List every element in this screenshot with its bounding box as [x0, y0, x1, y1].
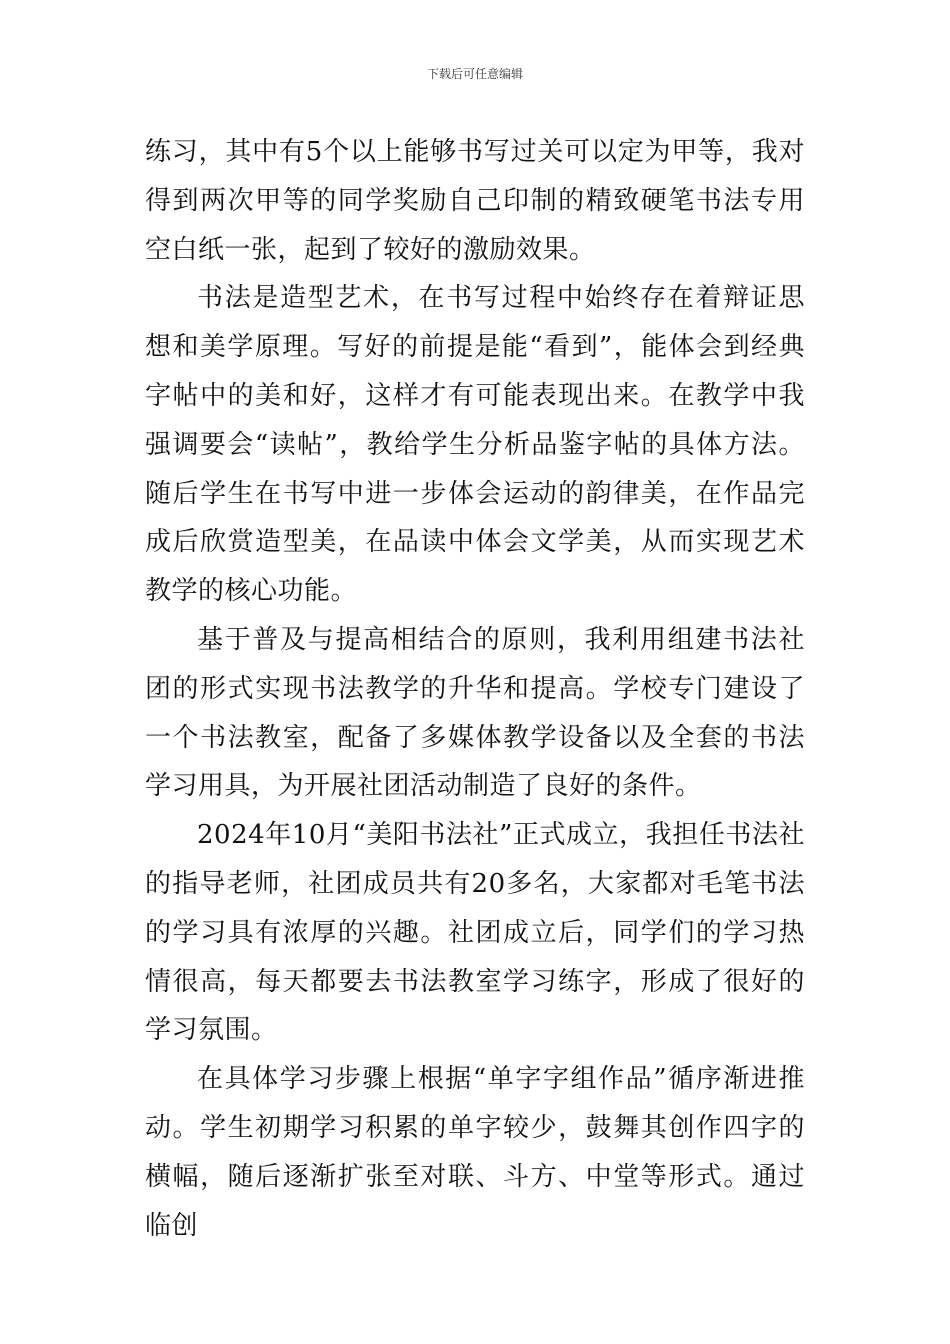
header-note: 下载后可任意编辑	[426, 67, 523, 81]
paragraph-calligraphy-art: 书法是造型艺术，在书写过程中始终存在着辩证思想和美学原理。写好的前提是能“看到”，能体会到经典字帖中的美和好，这样才有可能表现出来。在教学中我强调要会“读帖”，教给学生分析品鉴字帖的具体方法。随后学生在书写中进一步体会运动的韵律美，在作品完成后欣赏造型美，在品读中体会文学美，从而实现艺术教学的核心功能。	[145, 283, 805, 607]
paragraph-continuation: 练习，其中有5个以上能够书写过关可以定为甲等，我对得到两次甲等的同学奖励自己印制的精致硬笔书法专用空白纸一张，起到了较好的激励效果。	[145, 137, 805, 265]
paragraph-calligraphy-club-basis: 基于普及与提高相结合的原则，我利用组建书法社团的形式实现书法教学的升华和提高。学校专门建设了一个书法教室，配备了多媒体教学设备以及全套的书法学习用具，为开展社团活动制造了良好的条件。	[145, 624, 805, 802]
paragraph-club-founding: 2024年10月“美阳书法社”正式成立，我担任书法社的指导老师，社团成员共有20多名，大家都对毛笔书法的学习具有浓厚的兴趣。社团成立后，同学们的学习热情很高，每天都要去书法教室学习练字，形成了很好的学习氛围。	[145, 820, 805, 1046]
document-body	[145, 128, 805, 1250]
paragraph-learning-steps: 在具体学习步骤上根据“单字字组作品”循序渐进推动。学生初期学习积累的单字较少，鼓舞其创作四字的横幅，随后逐渐扩张至对联、斗方、中堂等形式。通过临创	[145, 1064, 805, 1241]
